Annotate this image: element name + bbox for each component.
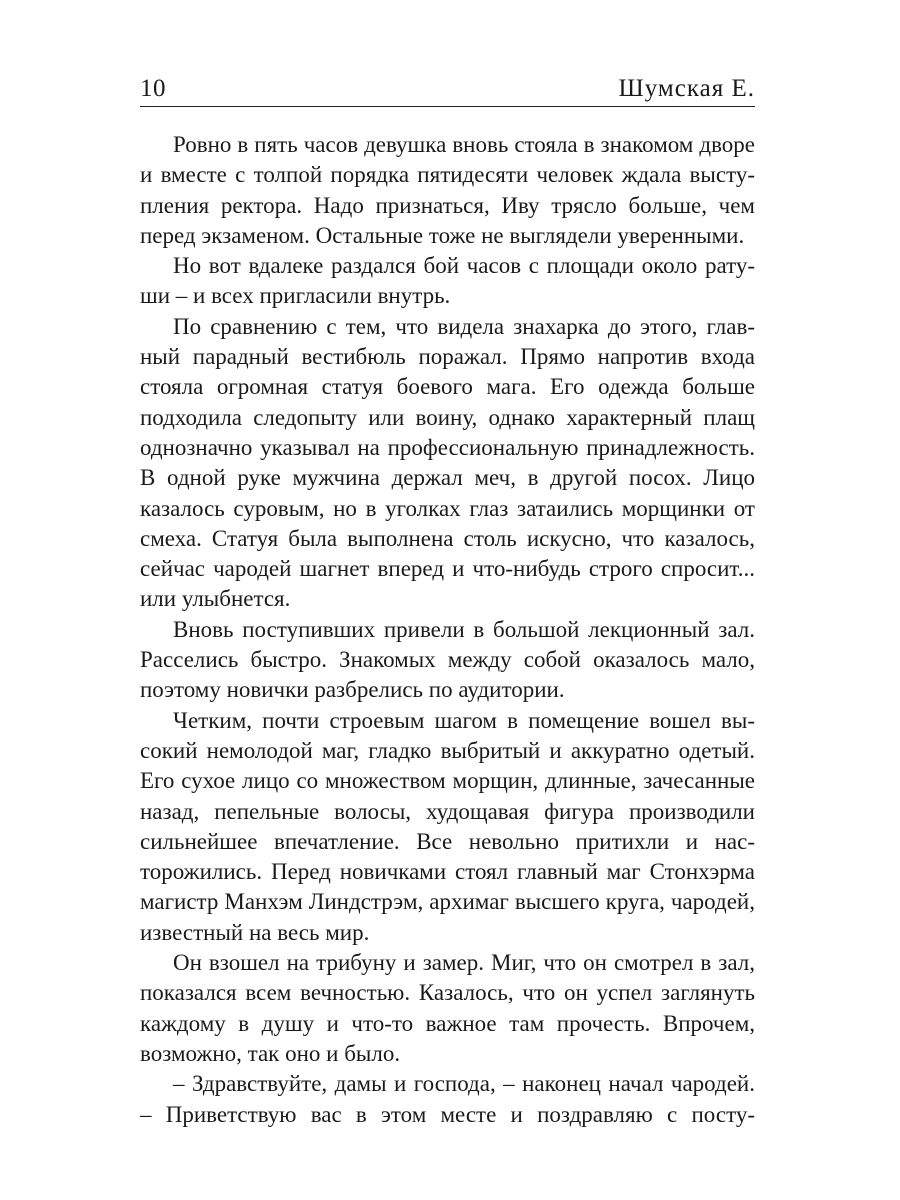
paragraph: Он взошел на трибуну и замер. Миг, что он смотрел в зал, показался всем вечностью. Казалось, что он успел заглянуть каждому в душу и что-то важное там прочесть. Впрочем, возможно, так оно и было.	[140, 950, 755, 1066]
paragraph: Ровно в пять часов девушка вновь стояла в знакомом дворе и вместе с толпой порядка пятидесяти человек ждала выступления ректора. Надо признаться, Иву трясло больше, чем перед экзаменом. Остальные тоже не выглядели уверенными.	[140, 132, 755, 248]
paragraph: По сравнению с тем, что видела знахарка до этого, главный парадный вестибюль поражал. Прямо напротив входа стояла огромная статуя боевого мага. Его одежда больше подходила следопыту или воину, однако характерный плащ однозначно указывал на профессиональную принадлежность. В одной руке мужчина держал меч, в другой посох. Лицо казалось суровым, но в уголках глаз затаились морщинки от смеха. Статуя была выполнена столь искусно, что казалось, сейчас чародей шагнет вперед и что-нибудь строго спросит... или улыбнется.	[140, 313, 755, 612]
page-number: 10	[140, 75, 166, 102]
header-rule	[140, 106, 755, 107]
paragraph: – Здравствуйте, дамы и господа, – наконец начал чародей. – Приветствую вас в этом месте и поздравляю с посту-	[140, 1071, 755, 1127]
page-header	[140, 70, 755, 104]
paragraph: Вновь поступивших привели в большой лекционный зал. Расселись быстро. Знакомых между собой оказалось мало, поэтому новички разбрелись по аудитории.	[140, 616, 755, 703]
paragraph: Но вот вдалеке раздался бой часов с площади около ратуши – и всех пригласили внутрь.	[140, 253, 755, 309]
body-text	[140, 130, 755, 1130]
running-head-author: Шумская Е.	[618, 75, 755, 102]
paragraph: Четким, почти строевым шагом в помещение вошел высокий немолодой маг, гладко выбритый и аккуратно одетый. Его сухое лицо со множеством морщин, длинные, зачесанные назад, пепельные волосы, худощавая фигура производили сильнейшее впечатление. Все невольно притихли и насторожились. Перед новичками стоял главный маг Стонхэрма магистр Манхэм Линдстрэм, архимаг высшего круга, чародей, известный на весь мир.	[140, 707, 755, 945]
